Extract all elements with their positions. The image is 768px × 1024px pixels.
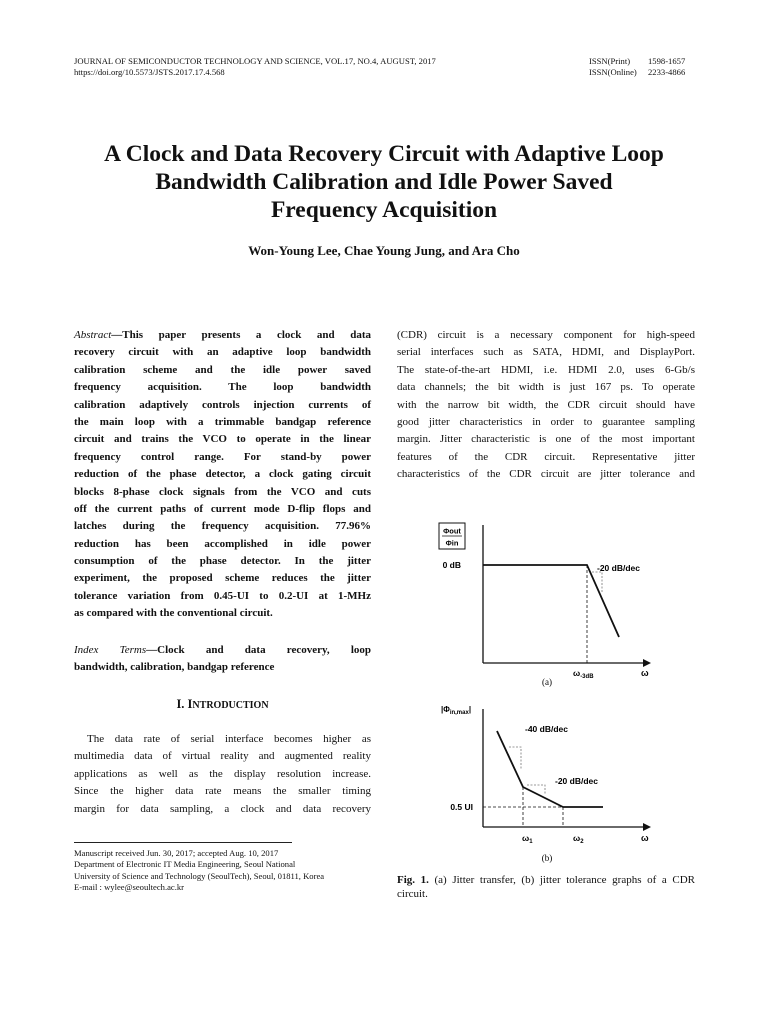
footnote-line: Department of Electronic IT Media Engineering, Seoul National — [74, 859, 296, 870]
panel-label: (a) — [542, 677, 552, 687]
jitter-transfer-chart — [425, 515, 665, 690]
abstract-line: frequency acquisition. The loop bandwidth — [74, 381, 371, 394]
abstract-line: circuit and trains the VCO to operate in the linear — [74, 433, 371, 446]
abstract-line: Abstract—This paper presents a clock and data — [74, 329, 371, 341]
issn-online: 2233-4866 — [648, 67, 686, 77]
abstract-line: consumption of the phase detector. In the jitter — [74, 555, 371, 568]
y-tick-label: 0.5 UI — [450, 802, 473, 812]
index-terms-line: Index Terms—Clock and data recovery, loop — [74, 644, 371, 656]
intro-line: The data rate of serial interface becomes higher as — [87, 733, 371, 745]
issn-block — [589, 56, 685, 78]
intro-line: multimedia data of virtual reality and augmented reality — [74, 750, 371, 763]
body-line: serial interfaces such as SATA, HDMI, and DisplayPort. — [397, 346, 695, 359]
issn-print: 1598-1657 — [648, 56, 686, 66]
title-line: A Clock and Data Recovery Circuit with Adaptive Loop — [104, 141, 664, 167]
x-tick-label-omega1: $\omega_1$ — [522, 833, 533, 845]
y-tick-label: 0 dB — [442, 560, 461, 570]
title-line: Frequency Acquisition — [270, 197, 498, 223]
x-tick-label: $\omega_{-3dB}$ — [573, 668, 594, 680]
x-tick-label-omega2: $\omega_2$ — [573, 833, 584, 845]
x-axis-label: ω — [641, 833, 649, 843]
abstract-line: tolerance variation from 0.45-UI to 0.2-UI at 1-MHz — [74, 589, 371, 602]
abstract-line: experiment, the proposed scheme reduces the jitter — [74, 572, 371, 585]
body-line: The state-of-the-art HDMI, i.e. HDMI 2.0, uses 6-Gb/s — [397, 363, 695, 376]
journal-header — [74, 56, 436, 78]
abstract-line: as compared with the conventional circuit. — [74, 607, 273, 620]
abstract-line: frequency control range. For stand-by power — [74, 450, 371, 463]
abstract-line: calibration scheme and the idle power saved — [74, 363, 371, 376]
abstract-line: blocks 8-phase clock signals from the VCO and cuts — [74, 485, 371, 498]
slope-annotation-20: -20 dB/dec — [555, 776, 598, 786]
abstract-line: the main loop with a trimmable bandgap reference — [74, 415, 371, 428]
x-axis-arrow — [643, 823, 651, 831]
intro-line: margin for data sampling, a clock and data recovery — [74, 802, 371, 815]
y-axis-label: $|\Phi_{in,max}|$ — [441, 705, 472, 716]
x-axis-arrow — [643, 659, 651, 667]
abstract-line: recovery circuit with an adaptive loop bandwidth — [74, 346, 371, 359]
footnote-line: University of Science and Technology (SeoulTech), Seoul, 01811, Korea — [74, 870, 325, 881]
intro-line: Since the higher data rate means the smaller timing — [74, 785, 371, 798]
footnote — [74, 848, 374, 894]
slope-annotation-40: -40 dB/dec — [525, 724, 568, 734]
footnote-line: E-mail : wylee@seoultech.ac.kr — [74, 882, 185, 893]
issn-online-label: ISSN(Online) — [589, 67, 637, 77]
index-terms-line: bandwidth, calibration, bandgap reference — [74, 661, 275, 674]
abstract-line: reduction of the phase detector, a clock gating circuit — [74, 468, 371, 481]
ylabel-num: Φout — [443, 526, 461, 536]
index-terms-label: Index Terms — [74, 644, 147, 656]
intro-line: applications as well as the display resolution increase. — [74, 767, 371, 780]
abstract-line: calibration adaptively controls injection currents of — [74, 398, 371, 411]
body-line: margin. Jitter characteristic is one of the most important — [397, 433, 695, 446]
footnote-rule — [74, 842, 292, 843]
title-line: Bandwidth Calibration and Idle Power Saved — [155, 169, 613, 195]
slope-annotation: -20 dB/dec — [597, 563, 640, 573]
journal-name: JOURNAL OF SEMICONDUCTOR TECHNOLOGY AND SCIENCE, VOL.17, NO.4, AUGUST, 2017 — [74, 56, 436, 66]
index-terms — [74, 642, 371, 677]
slope-marker — [592, 572, 602, 593]
abstract-label: Abstract — [74, 329, 112, 341]
ylabel-den: Φin — [445, 538, 459, 548]
figure-caption-label: Fig. 1. — [397, 874, 429, 886]
panel-label: (b) — [541, 853, 553, 863]
x-axis-label: ω — [641, 668, 649, 678]
jitter-tolerance-line — [497, 731, 603, 807]
slope-marker-40 — [509, 747, 521, 769]
section-heading: I. INTRODUCTION — [176, 697, 269, 711]
footnote-line: Manuscript received Jun. 30, 2017; accepted Aug. 10, 2017 — [74, 848, 279, 858]
body-line: characteristics of the CDR circuit are jitter tolerance and — [397, 468, 695, 481]
body-line: (CDR) circuit is a necessary component for high-speed — [397, 329, 695, 341]
doi-link[interactable]: https://doi.org/10.5573/JSTS.2017.17.4.568 — [74, 67, 225, 77]
body-line: good jitter characteristics in order to guarantee sampling — [397, 415, 695, 428]
issn-print-label: ISSN(Print) — [589, 56, 631, 66]
intro-paragraph — [74, 731, 371, 818]
figure-caption-text: (a) Jitter transfer, (b) jitter tolerance graphs of a CDR circuit. — [397, 874, 695, 900]
authors: Won-Young Lee, Chae Young Jung, and Ara Cho — [248, 243, 520, 258]
abstract-line: off the current paths of current mode D-flip flops and — [74, 502, 371, 515]
abstract-line: reduction has been accomplished in idle power — [74, 537, 371, 550]
body-line: data channels; the bit width is just 167 ps. To operate — [397, 381, 695, 394]
body-line: with the narrow bit width, the CDR circuit should have — [397, 398, 695, 411]
paper-title — [40, 140, 728, 224]
jitter-transfer-line — [483, 565, 619, 637]
abstract — [74, 327, 371, 623]
body-line: features of the CDR circuit. Representative jitter — [397, 450, 695, 463]
jitter-tolerance-chart — [425, 695, 665, 867]
abstract-line: latches during the frequency acquisition. 77.96% — [74, 520, 371, 533]
right-column-paragraph — [397, 327, 695, 484]
figure-caption — [397, 873, 695, 901]
